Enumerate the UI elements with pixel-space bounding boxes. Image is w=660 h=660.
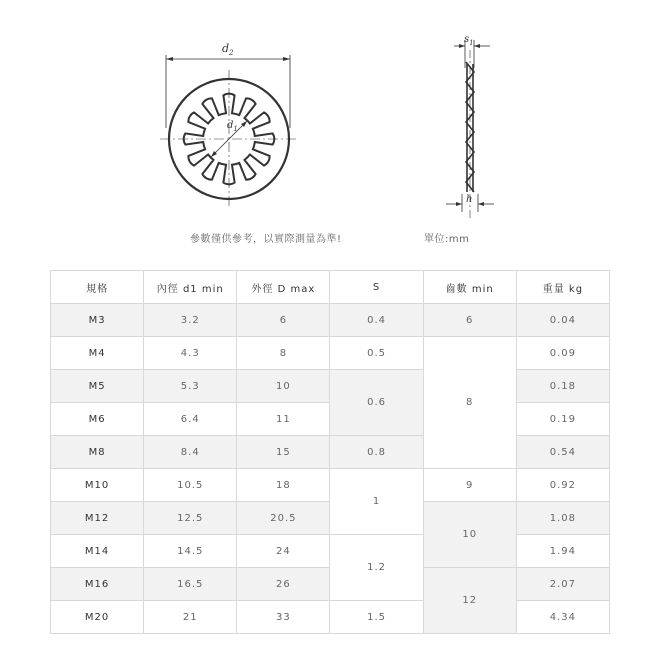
cell-dmax: 15 [237, 436, 330, 469]
cell-teeth: 12 [423, 568, 516, 634]
washer-front-view [160, 55, 298, 208]
header-teeth: 齒數 min [423, 271, 516, 304]
cell-teeth: 6 [423, 304, 516, 337]
label-d2: $d_2$ [222, 42, 234, 57]
cell-dmax: 24 [237, 535, 330, 568]
header-outer-diameter: 外徑 D max [237, 271, 330, 304]
cell-d1: 10.5 [144, 469, 237, 502]
cell-spec: M16 [51, 568, 144, 601]
cell-s: 0.6 [330, 370, 423, 436]
spec-table [50, 270, 610, 634]
cell-dmax: 8 [237, 337, 330, 370]
cell-weight: 1.94 [516, 535, 609, 568]
cell-s: 1 [330, 469, 423, 535]
cell-dmax: 33 [237, 601, 330, 634]
cell-teeth: 8 [423, 337, 516, 469]
cell-spec: M5 [51, 370, 144, 403]
cell-s: 0.4 [330, 304, 423, 337]
cell-dmax: 20.5 [237, 502, 330, 535]
cell-weight: 0.19 [516, 403, 609, 436]
table-row [51, 337, 610, 370]
cell-d1: 5.3 [144, 370, 237, 403]
table-row [51, 469, 610, 502]
table-row [51, 535, 610, 568]
reference-note: 參數僅供參考，以實際測量為準! [190, 234, 342, 245]
header-thickness: S [330, 271, 423, 304]
cell-teeth: 10 [423, 502, 516, 568]
label-s1: $s_1$ [464, 34, 474, 47]
cell-d1: 8.4 [144, 436, 237, 469]
cell-dmax: 18 [237, 469, 330, 502]
cell-dmax: 10 [237, 370, 330, 403]
header-spec: 規格 [51, 271, 144, 304]
cell-d1: 21 [144, 601, 237, 634]
cell-weight: 1.08 [516, 502, 609, 535]
washer-side-view [446, 40, 494, 220]
cell-spec: M12 [51, 502, 144, 535]
cell-s: 1.2 [330, 535, 423, 601]
cell-spec: M4 [51, 337, 144, 370]
cell-d1: 16.5 [144, 568, 237, 601]
cell-d1: 4.3 [144, 337, 237, 370]
header-inner-diameter: 內徑 d1 min [144, 271, 237, 304]
cell-weight: 0.54 [516, 436, 609, 469]
cell-weight: 2.07 [516, 568, 609, 601]
cell-d1: 6.4 [144, 403, 237, 436]
cell-spec: M3 [51, 304, 144, 337]
cell-dmax: 6 [237, 304, 330, 337]
cell-d1: 3.2 [144, 304, 237, 337]
table-header-row [51, 271, 610, 304]
washer-drawing [0, 0, 660, 250]
table-row [51, 304, 610, 337]
label-h: h [466, 194, 473, 205]
cell-spec: M8 [51, 436, 144, 469]
cell-weight: 0.09 [516, 337, 609, 370]
cell-spec: M14 [51, 535, 144, 568]
cell-spec: M20 [51, 601, 144, 634]
cell-s: 1.5 [330, 601, 423, 634]
label-d1: $d_1$ [227, 120, 238, 133]
cell-spec: M10 [51, 469, 144, 502]
cell-s: 0.8 [330, 436, 423, 469]
cell-s: 0.5 [330, 337, 423, 370]
cell-weight: 0.92 [516, 469, 609, 502]
header-weight: 重量 kg [516, 271, 609, 304]
cell-d1: 14.5 [144, 535, 237, 568]
cell-weight: 0.18 [516, 370, 609, 403]
table-row [51, 436, 610, 469]
table-row [51, 370, 610, 403]
cell-dmax: 26 [237, 568, 330, 601]
unit-note: 單位:mm [424, 234, 470, 245]
cell-weight: 4.34 [516, 601, 609, 634]
cell-weight: 0.04 [516, 304, 609, 337]
cell-dmax: 11 [237, 403, 330, 436]
cell-teeth: 9 [423, 469, 516, 502]
table-row [51, 601, 610, 634]
cell-d1: 12.5 [144, 502, 237, 535]
technical-drawing [0, 0, 660, 250]
cell-spec: M6 [51, 403, 144, 436]
